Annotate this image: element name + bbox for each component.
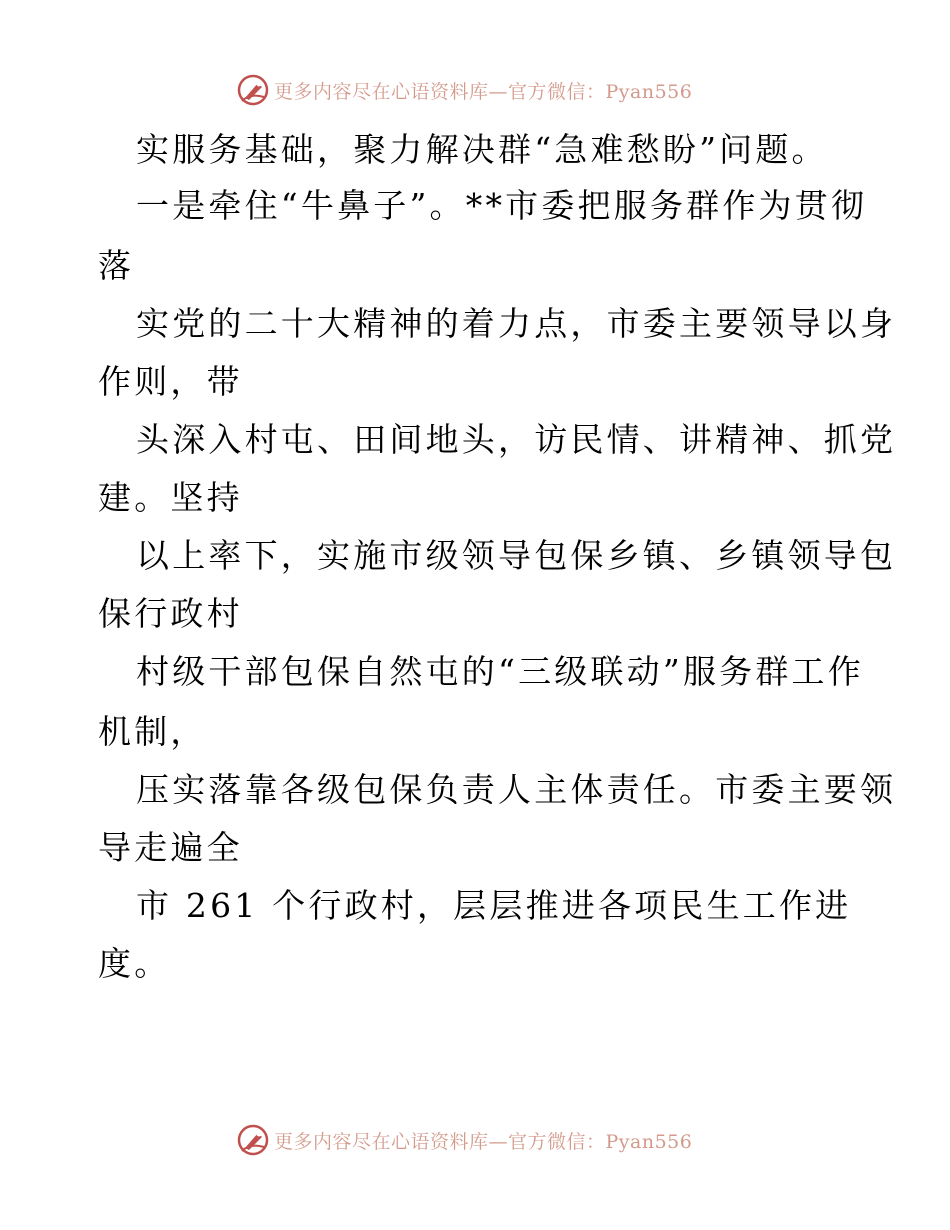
pen-logo-icon — [236, 73, 270, 107]
body-line-8: 以上率下，实施市级领导包保乡镇、乡镇领导包 — [136, 536, 897, 575]
watermark-text: 更多内容尽在心语资料库—官方微信：Pyan556 — [274, 1130, 693, 1153]
body-line-10: 村级干部包保自然屯的“三级联动”服务群工作 — [136, 652, 864, 691]
footer-watermark — [236, 1122, 692, 1158]
body-line-1: 实服务基础，聚力解决群“急难愁盼”问题。 — [136, 130, 828, 169]
body-line-12: 压实落靠各级包保负责人主体责任。市委主要领 — [136, 770, 897, 809]
body-line-3: 落 — [98, 246, 135, 285]
body-line-13: 导走遍全 — [98, 828, 243, 867]
body-line-9: 保行政村 — [98, 594, 243, 633]
body-line-11: 机制， — [98, 712, 207, 751]
body-line-15: 度。 — [98, 944, 171, 983]
watermark-text: 更多内容尽在心语资料库—官方微信：Pyan556 — [274, 80, 693, 103]
body-line-6: 头深入村屯、田间地头，访民情、讲精神、抓党 — [136, 420, 897, 459]
body-line-4: 实党的二十大精神的着力点，市委主要领导以身 — [136, 304, 897, 343]
pen-logo-icon — [236, 1123, 270, 1157]
body-line-2: 一是牵住“牛鼻子”。**市委把服务群作为贯彻 — [136, 186, 868, 225]
body-line-14: 市 261 个行政村，层层推进各项民生工作进 — [136, 886, 852, 925]
body-line-7: 建。坚持 — [98, 478, 243, 517]
header-watermark — [236, 72, 692, 108]
body-line-5: 作则，带 — [98, 362, 243, 401]
